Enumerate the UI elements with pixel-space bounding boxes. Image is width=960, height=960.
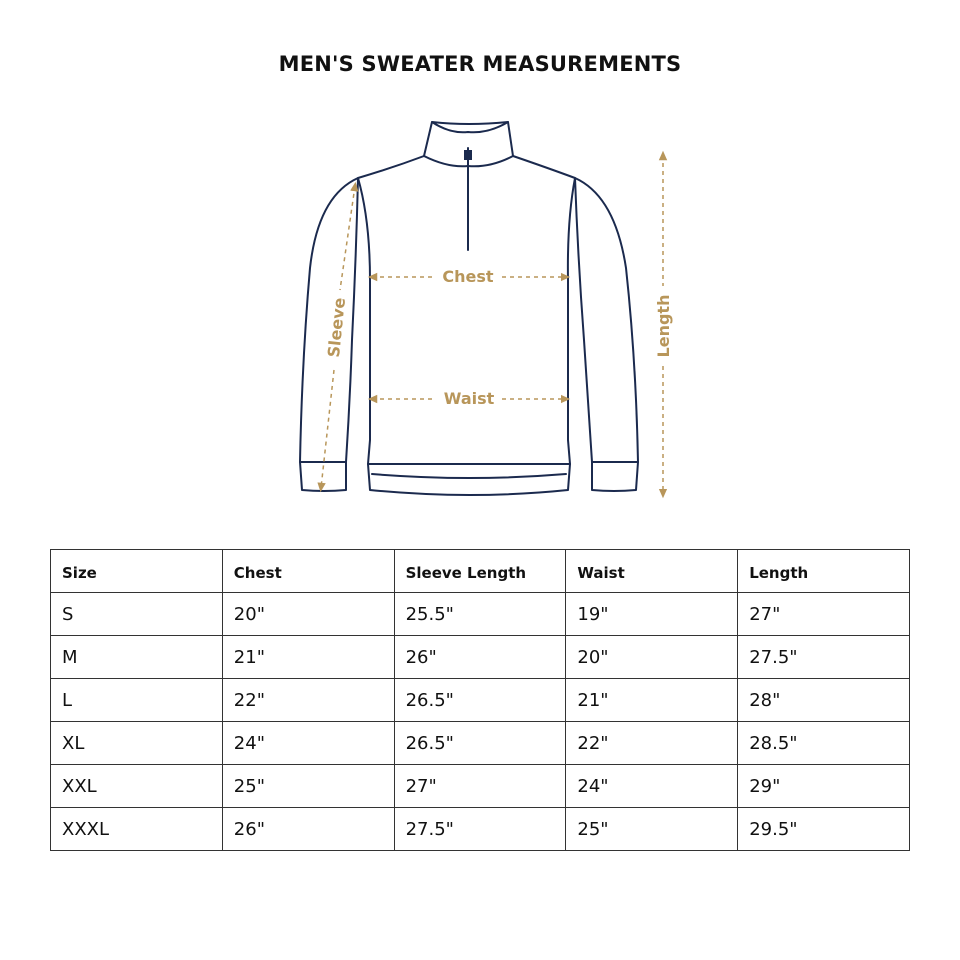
chest-label: Chest (442, 267, 494, 286)
length-cell: 27" (738, 593, 910, 636)
length-cell: 28" (738, 679, 910, 722)
table-header-row (51, 550, 910, 593)
header-chest: Chest (222, 550, 394, 593)
size-cell: L (51, 679, 223, 722)
length-label: Length (654, 294, 673, 358)
chest-cell: 22" (222, 679, 394, 722)
right-sleeve (575, 178, 638, 462)
length-cell: 28.5" (738, 722, 910, 765)
waist-cell: 25" (566, 808, 738, 851)
length-cell: 29.5" (738, 808, 910, 851)
table-row (51, 808, 910, 851)
waistband (368, 464, 570, 495)
table-row (51, 765, 910, 808)
length-cell: 27.5" (738, 636, 910, 679)
size-cell: M (51, 636, 223, 679)
table-row (51, 722, 910, 765)
chest-cell: 24" (222, 722, 394, 765)
waist-cell: 22" (566, 722, 738, 765)
waist-cell: 21" (566, 679, 738, 722)
waist-cell: 19" (566, 593, 738, 636)
sweater-body (358, 156, 575, 464)
waist-label: Waist (443, 389, 495, 408)
sleeve-length-cell: 26" (394, 636, 566, 679)
size-cell: XL (51, 722, 223, 765)
header-size: Size (51, 550, 223, 593)
table-row (51, 679, 910, 722)
sleeve-label: Sleeve (323, 296, 350, 359)
chest-cell: 20" (222, 593, 394, 636)
table-row (51, 636, 910, 679)
chest-cell: 25" (222, 765, 394, 808)
table-row (51, 593, 910, 636)
length-cell: 29" (738, 765, 910, 808)
page-title: MEN'S SWEATER MEASUREMENTS (278, 52, 682, 76)
right-cuff (592, 462, 638, 491)
chest-cell: 21" (222, 636, 394, 679)
waist-cell: 24" (566, 765, 738, 808)
header-waist: Waist (566, 550, 738, 593)
header-length: Length (738, 550, 910, 593)
size-cell: XXXL (51, 808, 223, 851)
header-sleeve-length: Sleeve Length (394, 550, 566, 593)
sleeve-length-cell: 26.5" (394, 722, 566, 765)
sleeve-length-cell: 25.5" (394, 593, 566, 636)
sleeve-length-cell: 26.5" (394, 679, 566, 722)
size-cell: S (51, 593, 223, 636)
sleeve-length-cell: 27.5" (394, 808, 566, 851)
waist-cell: 20" (566, 636, 738, 679)
sleeve-length-cell: 27" (394, 765, 566, 808)
chest-cell: 26" (222, 808, 394, 851)
size-chart-table (50, 549, 910, 851)
size-cell: XXL (51, 765, 223, 808)
